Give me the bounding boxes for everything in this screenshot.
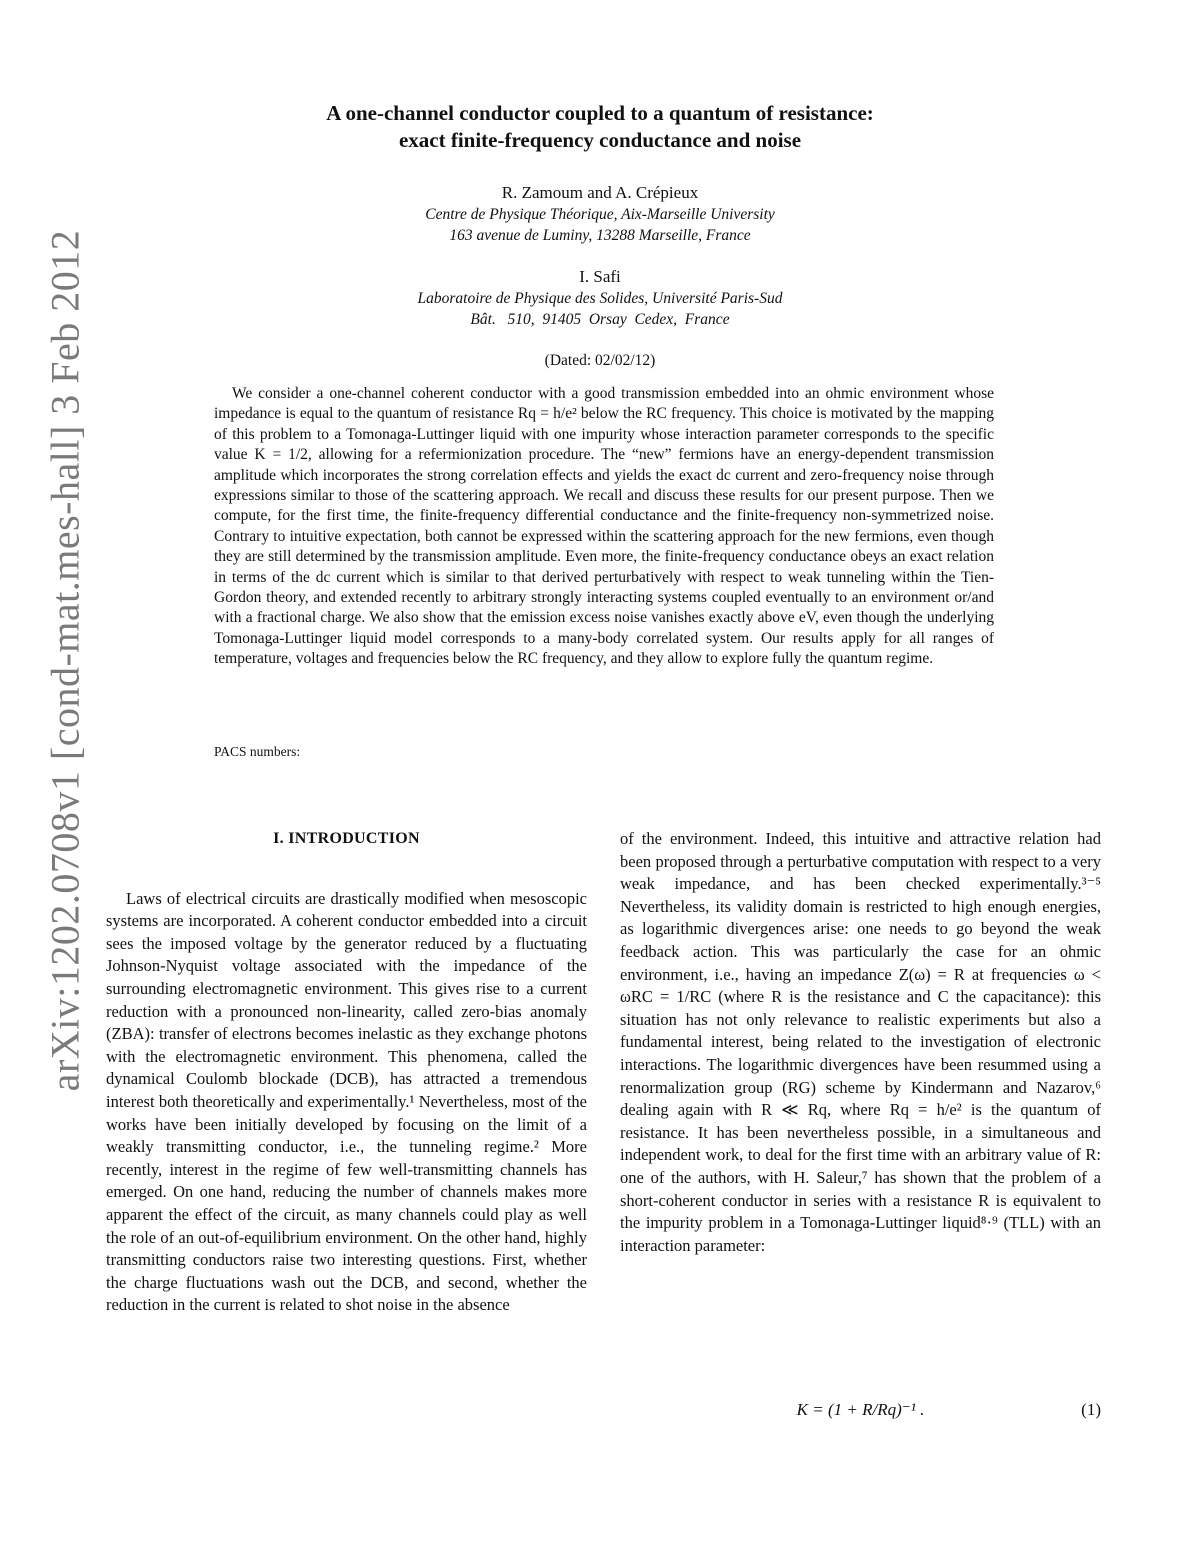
arxiv-identifier: arXiv:1202.0708v1 [cond-mat.mes-hall] 3 Feb 2012 — [42, 229, 88, 1091]
author-names: R. Zamoum and A. Crépieux — [501, 183, 699, 202]
affiliation-address: 163 avenue de Luminy, 13288 Marseille, France — [449, 227, 751, 244]
intro-paragraph-right: of the environment. Indeed, this intuitive and attractive relation had been proposed through a perturbative computation with respect to a very weak impedance, and has been checked experimentally.³⁻⁵ Nevertheless, its validity domain is restricted to high enough energies, as logarithmic divergences arise: one needs to go beyond the weak feedback action. This was particularly the case for an ohmic environment, i.e., having an impedance Z(ω) = R at frequencies ω < ωRC = 1/RC (where R is the resistance and C the capacitance): this situation has not only relevance to realistic experiments but also a fundamental interest, being related to the investigation of electronic interactions. The logarithmic divergences have been resummed using a renormalization group (RG) scheme by Kindermann and Nazarov,⁶ dealing again with R ≪ Rq, where Rq = h/e² is the quantum of resistance. It has been nevertheless possible, in a simultaneous and independent work, to deal for the first time with an arbitrary value of R: one of the authors, with H. Saleur,⁷ has shown that the problem of a short-coherent conductor in series with a resistance R is equivalent to the impurity problem in a Tomonaga-Luttinger liquid⁸·⁹ (TLL) with an interaction parameter: — [620, 829, 1101, 1255]
intro-paragraph-left: Laws of electrical circuits are drastically modified when mesoscopic systems are incorporated. A coherent conductor embedded into a circuit sees the imposed voltage by the generator reduced by a fluctuating Johnson-Nyquist voltage associated with the impedance of the surrounding electromagnetic environment. This gives rise to a current reduction with a pronounced non-linearity, called zero-bias anomaly (ZBA): transfer of electrons becomes inelastic as they exchange photons with the electromagnetic environment. This phenomena, called the dynamical Coulomb blockade (DCB), has attracted a tremendous interest both theoretically and experimentally.¹ Nevertheless, most of the works have been initially developed by focusing on the limit of a weakly transmitting conductor, i.e., the tunneling regime.² More recently, interest in the regime of few well-transmitting channels has emerged. On one hand, reducing the number of channels makes more apparent the effect of the circuit, as many channels could play as well the role of an out-of-equilibrium environment. On the other hand, highly transmitting conductors raise two interesting questions. First, whether the charge fluctuations wash out the DCB, and second, whether the reduction in the current is related to shot noise in the absence — [106, 888, 587, 1315]
title-line-1: A one-channel conductor coupled to a quantum of resistance: — [326, 101, 874, 125]
author-list — [0, 182, 1200, 330]
paper-header — [0, 100, 1200, 370]
left-column — [106, 828, 587, 1317]
section-heading: I. INTRODUCTION — [273, 830, 420, 847]
pacs-numbers: PACS numbers: — [214, 744, 301, 759]
affiliation-line: Centre de Physique Théorique, Aix-Marseille University — [425, 206, 775, 223]
abstract — [214, 384, 994, 670]
equation-1 — [620, 1400, 1101, 1426]
abstract-text: We consider a one-channel coherent conductor with a good transmission embedded into an ohmic environment whose impedance is equal to the quantum of resistance Rq = h/e² below the RC frequency. This choice is motivated by the mapping of this problem to a Tomonaga-Luttinger liquid with one impurity whose interaction parameter corresponds to the specific value K = 1/2, allowing for a refermionization procedure. The “new” fermions have an energy-dependent transmission amplitude which incorporates the strong correlation effects and yields the exact dc current and zero-frequency noise through expressions similar to those of the scattering approach. We recall and discuss these results for our present purpose. Then we compute, for the first time, the finite-frequency differential conductance and the finite-frequency non-symmetrized noise. Contrary to intuitive expectation, both cannot be expressed within the scattering approach for the new fermions, even though they are still determined by the transmission amplitude. Even more, the finite-frequency conductance obeys an exact relation in terms of the dc current which is similar to that derived perturbatively with respect to weak tunneling within the Tien-Gordon theory, and extended recently to arbitrary strongly interacting systems coupled eventually to an environment or/and with a fractional charge. We also show that the emission excess noise vanishes exactly above eV, even though the underlying Tomonaga-Luttinger liquid model corresponds to a many-body correlated system. Our results apply for all ranges of temperature, voltages and frequencies below the RC frequency, and they allow to explore fully the quantum regime. — [214, 385, 994, 668]
author-block-1 — [0, 182, 1200, 246]
right-column — [620, 828, 1101, 1257]
equation-number: (1) — [1081, 1400, 1101, 1419]
paper-title — [0, 100, 1200, 154]
affiliation-address: Bât. 510, 91405 Orsay Cedex, France — [470, 311, 730, 328]
title-line-2: exact finite-frequency conductance and noise — [398, 128, 802, 152]
author-names: I. Safi — [579, 267, 621, 286]
arxiv-sidebar — [40, 229, 90, 1091]
affiliation-line: Laboratoire de Physique des Solides, Université Paris-Sud — [417, 290, 783, 307]
date-line: (Dated: 02/02/12) — [544, 352, 656, 369]
author-block-2 — [0, 266, 1200, 330]
equation-body: K = (1 + R/Rq)⁻¹ . — [796, 1400, 925, 1419]
